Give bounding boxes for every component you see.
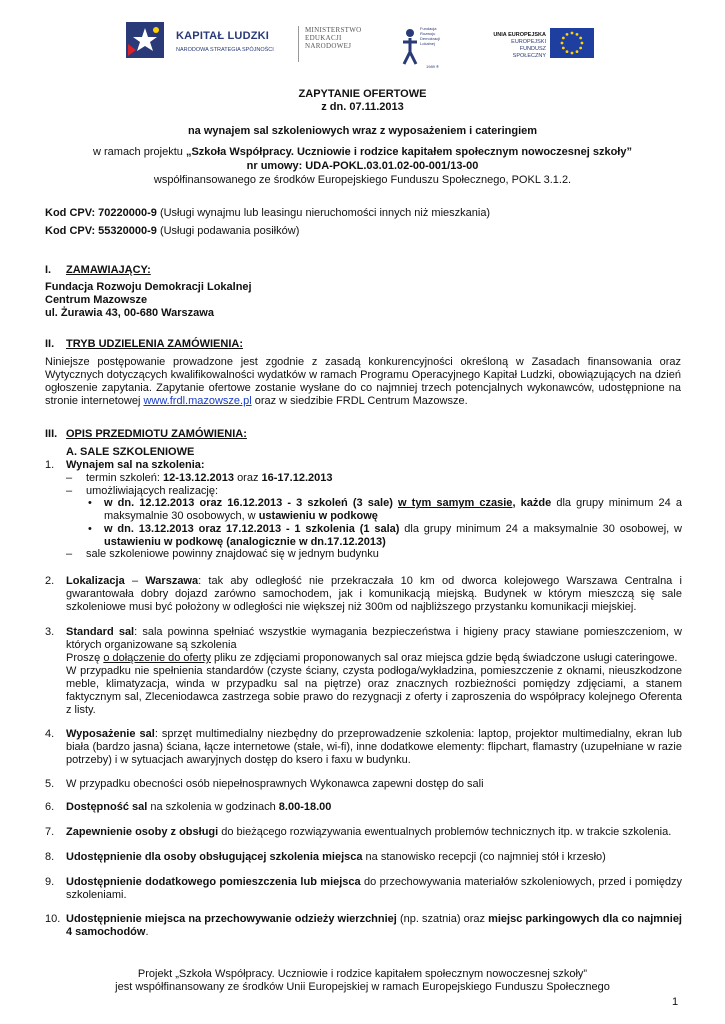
cpv-line-2 — [45, 225, 681, 238]
bullet-1-end: ustawieniu w podkowę — [258, 510, 378, 522]
bullet-marker: • — [88, 523, 92, 535]
item-5-text: W przypadku obecności osób niepełnosprawnych Wykonawca zapewni dostęp do sali — [66, 778, 484, 790]
item-2-text — [66, 575, 682, 614]
orderer-address: ul. Żurawia 43, 00-680 Warszawa — [45, 307, 214, 319]
item-2-dash: – — [131, 575, 139, 587]
frdl-logo — [400, 26, 446, 70]
eu-logo — [486, 28, 596, 62]
item-8-label: Udostępnienie dla osoby obsługującej szkolenia miejsca — [66, 851, 363, 863]
page-number: 1 — [672, 996, 679, 1008]
item-3-body-1: : sala powinna spełniać wszystkie wymagania bezpieczeństwa i higieny pracy stawiane pomieszczeniom, w których organizowane są szkolenia — [66, 626, 682, 651]
item-3-label: Standard sal — [66, 626, 135, 638]
eu-star-icon — [562, 37, 565, 40]
contract-number: nr umowy: UDA-POKL.03.01.02-00-001/13-00 — [246, 160, 479, 172]
item-9-label: Udostępnienie dodatkowego pomieszczenia lub miejsca — [66, 876, 361, 888]
bullet-1-underline: w tym samym czasie — [398, 497, 513, 509]
item-8-number: 8. — [45, 851, 55, 863]
training-dates-and: oraz — [237, 472, 259, 484]
section-1-number: I. — [45, 264, 52, 276]
footer-line-1: Projekt „Szkoła Współpracy. Uczniowie i rodzice kapitałem społecznym nowoczesnej szkoły” — [137, 968, 588, 980]
item-7-number: 7. — [45, 826, 55, 838]
ministerstwo-line-3: NARODOWEJ — [305, 42, 352, 50]
item-2-number: 2. — [45, 575, 55, 587]
eu-star-icon — [561, 42, 564, 45]
bullet-1-bold: w dn. 12.12.2013 oraz 16.12.2013 - 3 szkoleń (3 sale) — [104, 497, 393, 509]
item-7-body: do bieżącego rozwiązywania ewentualnych problemów technicznych itp. w trakcie szkolenia. — [221, 826, 672, 838]
frdl-figure-icon — [400, 28, 420, 68]
eu-star-icon — [566, 33, 569, 36]
item-3-please: Proszę — [66, 652, 101, 664]
item-3-para-2 — [66, 652, 682, 665]
cpv-desc-2: (Usługi podawania posiłków) — [159, 225, 300, 237]
dash-marker: – — [66, 548, 73, 560]
bullet-1: w dn. 12.12.2013 oraz 16.12.2013 - 3 szkoleń (3 sale) w tym samym czasie, każde dla grupy minimum 24 a maksymalnie 30 osobowych, w ustawieniu w podkowę — [104, 497, 682, 522]
frdl-year: 1989 ® — [426, 64, 439, 69]
section-3-number: III. — [45, 428, 58, 440]
section-2-body: Niniejsze postępowanie prowadzone jest zgodnie z zasadą konkurencyjności określoną w Zasadach finansowania oraz Wytycznych dotyczących kwalifikowalności wydatków w ramach Programu Operacyjnego Kapitał Ludzki, obowiązujących na dzień ogłoszenie zapytania. Zapytanie ofertowe zostanie wysłane do co najmniej trzech potencjalnych wykonawców, udostępnione na stronie internetowej — [45, 356, 681, 407]
eu-star-icon — [562, 47, 565, 50]
section-2-number: II. — [45, 338, 55, 350]
eu-star-icon — [571, 52, 574, 55]
eu-text — [486, 32, 546, 60]
ministerstwo-logo — [298, 26, 370, 62]
item-6-number: 6. — [45, 801, 55, 813]
subsection-a-title: A. SALE SZKOLENIOWE — [66, 446, 195, 458]
item-3-para-1 — [66, 626, 682, 652]
item-7-label: Zapewnienie osoby z obsługi — [66, 826, 219, 838]
document-title: ZAPYTANIE OFERTOWE — [298, 88, 427, 100]
eu-star-icon — [581, 42, 584, 45]
cpv-line-1 — [45, 207, 681, 220]
item-10-text — [66, 913, 682, 939]
bullet-2-text: dla grupy minimum 24 a maksymalnie 30 osobowej, w — [404, 523, 683, 535]
same-building-note: sale szkoleniowe powinny znajdować się w jednym budynku — [86, 548, 379, 560]
item-4-number: 4. — [45, 728, 55, 740]
item-9-number: 9. — [45, 876, 55, 888]
cpv-desc-1: (Usługi wynajmu lub leasingu nieruchomości innych niż mieszkania) — [159, 207, 491, 219]
orderer-name: Fundacja Rozwoju Demokracji Lokalnej — [45, 281, 252, 293]
section-3-title: OPIS PRZEDMIOTU ZAMÓWIENIA: — [66, 428, 247, 440]
item-4-label: Wyposażenie sal — [66, 728, 155, 740]
item-4-body: : sprzęt multimedialny niezbędny do przeprowadzenie szkolenia: laptop, projektor multimedialny, ekran lub biała (bardzo jasna) ściana, łącze internetowe (stałe, wi-fi), inne dodatkowe elementy: flipchart, flamastry (uzupełniane w razie potrzeby) i w sytuacjach awaryjnych dostęp do ksero i faxu w budynku. — [66, 728, 682, 766]
project-prefix: w ramach projektu — [93, 146, 183, 158]
item-6-text — [66, 801, 682, 814]
dash-marker: – — [66, 485, 73, 497]
item-1-title: Wynajem sal na szkolenia: — [66, 459, 205, 471]
bullet-marker: • — [88, 497, 92, 509]
item-8-body: na stanowisko recepcji (co najmniej stół i krzesło) — [365, 851, 606, 863]
eu-star-icon — [576, 33, 579, 36]
document-date: z dn. 07.11.2013 — [321, 101, 404, 113]
item-2-city: Warszawa — [145, 575, 199, 587]
bullet-2-end: ustawieniu w podkowę (analogicznie w dn.17.12.2013) — [104, 536, 386, 548]
footer-line-2: jest współfinansowany ze środków Unii Europejskiej w ramach Europejskiego Funduszu Społecznego — [115, 981, 610, 993]
ministerstwo-line-2: EDUKACJI — [305, 34, 342, 42]
cpv-code-2: Kod CPV: 55320000-9 — [45, 225, 157, 237]
item-1-number: 1. — [45, 459, 55, 471]
project-name: „Szkoła Współpracy. Uczniowie i rodzice kapitałem społecznym nowoczesnej szkoły” — [185, 146, 632, 158]
eu-star-icon — [576, 50, 579, 53]
eu-star-icon — [571, 32, 574, 35]
item-3-body-2: pliku ze zdjęciami proponowanych sal oraz miejsca gdzie będą świadczone usługi cateringowe. — [214, 652, 678, 664]
training-dates — [86, 472, 682, 485]
logo-header — [0, 14, 725, 69]
item-10-parking: miejsc parkingowych dla co najmniej 4 samochodów — [66, 913, 682, 938]
eu-star-icon — [579, 37, 582, 40]
bullet-2 — [104, 523, 682, 549]
frdl-website-link[interactable]: www.frdl.mazowsze.pl — [143, 395, 252, 407]
eu-flag-icon — [550, 28, 594, 58]
document-subject: na wynajem sal szkoleniowych wraz z wyposażeniem i cateringiem — [187, 125, 538, 137]
kapital-ludzki-tagline: NARODOWA STRATEGIA SPÓJNOŚCI — [176, 47, 274, 53]
section-2-text — [45, 356, 681, 408]
dash-marker: – — [66, 472, 73, 484]
item-3-para-3: W przypadku nie spełnienia standardów (czyste ściany, czysta podłoga/wykładzina, pomieszczenie z oknami, nieuszkodzone meble, klimatyzacja, winda w przypadku sal na piętrze) oraz znacznych rozbieżności pomiędzy zdjęciami, a stanem faktycznym sal, Zleceniodawca zastrzega sobie prawo do rezygnacji z oferty i zaproszenia do współpracy kolejnego Oferenta z listy. — [66, 665, 682, 716]
cpv-code-1: Kod CPV: 70220000-9 — [45, 207, 157, 219]
training-dates-2: 16-17.12.2013 — [261, 472, 333, 484]
item-5-number: 5. — [45, 778, 55, 790]
item-10-number: 10. — [45, 913, 61, 925]
section-1-title: ZAMAWIAJĄCY: — [66, 264, 151, 276]
item-2-label: Lokalizacja — [66, 575, 125, 587]
item-9-body: do przechowywania materiałów szkoleniowych, przed i pomiędzy szkoleniami. — [66, 876, 682, 901]
frdl-name: Fundacja Rozwoju Demokracji Lokalnej — [420, 26, 441, 46]
eu-line-1: UNIA EUROPEJSKA — [493, 32, 546, 38]
item-3-number: 3. — [45, 626, 55, 638]
cofinancing-line: współfinansowanego ze środków Europejskiego Funduszu Społecznego, POKL 3.1.2. — [153, 174, 572, 186]
bullet-1-text: dla grupy minimum 24 a maksymalnie 30 osobowych, w — [104, 497, 682, 522]
item-10-label: Udostępnienie miejsca na przechowywanie odzieży wierzchniej — [66, 913, 397, 925]
training-dates-label: termin szkoleń: — [86, 472, 160, 484]
section-2-body-end: oraz w siedzibie FRDL Centrum Mazowsze. — [254, 395, 468, 407]
item-6-hours: 8.00-18.00 — [278, 801, 332, 813]
item-6-body: na szkolenia w godzinach — [150, 801, 276, 813]
bullet-1-each: każde — [520, 497, 552, 509]
kapital-ludzki-logo — [120, 20, 274, 62]
ministerstwo-line-1: MINISTERSTWO — [305, 26, 362, 34]
enabling-label: umożliwiających realizację: — [86, 485, 219, 497]
eu-star-icon — [579, 47, 582, 50]
item-9-text — [66, 876, 682, 902]
eu-line-3: FUNDUSZ SPOŁECZNY — [512, 46, 546, 59]
section-2-title: TRYB UDZIELENIA ZAMÓWIENIA: — [66, 338, 244, 350]
orderer-branch: Centrum Mazowsze — [45, 294, 148, 306]
eu-line-2: EUROPEJSKI — [511, 39, 546, 45]
page-footer — [40, 968, 685, 994]
item-8-text — [66, 851, 682, 864]
item-3-text — [66, 626, 682, 717]
project-line — [40, 146, 685, 159]
kapital-ludzki-star-icon — [120, 20, 172, 62]
item-3-attach: o dołączenie do oferty — [103, 652, 211, 664]
item-6-label: Dostępność sal — [66, 801, 148, 813]
item-7-text — [66, 826, 682, 839]
eu-star-icon — [566, 50, 569, 53]
item-10-body: (np. szatnia) oraz — [399, 913, 485, 925]
item-2-body: : tak aby odległość nie przekraczała 10 km od dworca kolejowego Warszawa Centralna i gwarantowała dobry dojazd zarówno samochodem, jak i komunikacją miejską. Budynek w którym mieszczą się sale szkoleniowe musi być położony w odległości nie większej niż 300m od najbliższego przystanku komunikacji miejskiej. — [66, 575, 682, 613]
kapital-ludzki-name: KAPITAŁ LUDZKI — [176, 30, 270, 42]
training-dates-1: 12-13.12.2013 — [163, 472, 234, 484]
bullet-2-bold: w dn. 13.12.2013 oraz 17.12.2013 - 1 szkolenia (1 sala) — [104, 523, 400, 535]
item-10-end: . — [145, 926, 149, 938]
item-4-text — [66, 728, 682, 767]
